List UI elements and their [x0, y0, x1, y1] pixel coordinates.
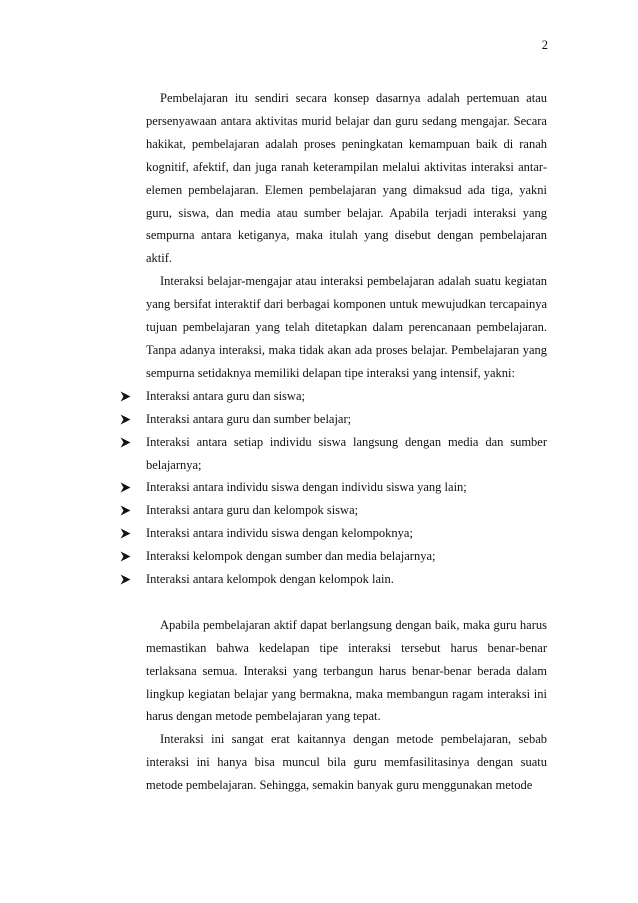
arrowhead-bullet-icon [118, 385, 132, 408]
paragraph-interaksi: Interaksi belajar-mengajar atau interaksi pembelajaran adalah suatu kegiatan yang bersifat interaktif dari berbagai komponen untuk mewujudkan tercapainya tujuan pembelajaran yang telah ditetapkan dalam perencanaan pembelajaran. Tanpa adanya interaksi, maka tidak akan ada proses belajar. Pembelajaran yang sempurna setidaknya memiliki delapan tipe interaksi yang intensif, yakni: [146, 274, 547, 380]
arrowhead-bullet-icon [118, 408, 132, 431]
paragraph-apabila: Apabila pembelajaran aktif dapat berlangsung dengan baik, maka guru harus memastikan bahwa kedelapan tipe interaksi tersebut harus benar-benar terlaksana semua. Interaksi yang terbangun harus benar-benar berada dalam lingkup kegiatan belajar yang bermakna, maka membangun ragam interaksi ini harus dengan metode pembelajaran yang tepat. [146, 617, 547, 724]
list-item [146, 568, 547, 591]
list-item-text: Interaksi kelompok dengan sumber dan media belajarnya; [146, 549, 436, 564]
list-item [146, 545, 547, 568]
list-item [146, 408, 547, 431]
paragraph-metode: Interaksi ini sangat erat kaitannya dengan metode pembelajaran, sebab interaksi ini hanya bisa muncul bila guru memfasilitasinya dengan suatu metode pembelajaran. Sehingga, semakin banyak guru menggunakan metode [146, 732, 547, 793]
list-item [146, 522, 547, 545]
list-item-text: Interaksi antara individu siswa dengan individu siswa yang lain; [146, 480, 467, 495]
list-item-text: Interaksi antara individu siswa dengan kelompoknya; [146, 526, 413, 541]
list-item-text: Interaksi antara guru dan siswa; [146, 388, 305, 403]
arrowhead-bullet-icon [118, 545, 132, 568]
list-item [146, 499, 547, 522]
body-text [146, 87, 547, 797]
list-item [146, 385, 547, 408]
arrowhead-bullet-icon [118, 431, 132, 454]
arrowhead-bullet-icon [118, 499, 132, 522]
page-number: 2 [541, 38, 548, 52]
list-item-text: Interaksi antara guru dan sumber belajar; [146, 411, 352, 426]
arrowhead-bullet-icon [118, 568, 132, 591]
list-item-text: Interaksi antara kelompok dengan kelompok lain. [146, 572, 394, 587]
list-item-text: Interaksi antara guru dan kelompok siswa; [146, 503, 359, 518]
arrowhead-bullet-icon [118, 522, 132, 545]
list-item [146, 431, 547, 477]
interaction-type-list [146, 385, 547, 591]
list-item [146, 476, 547, 499]
list-item-text: Interaksi antara setiap individu siswa langsung dengan media dan sumber belajarnya; [146, 434, 547, 472]
paragraph-intro: Pembelajaran itu sendiri secara konsep dasarnya adalah pertemuan atau persenyawaan antara aktivitas murid belajar dan guru sedang mengajar. Secara hakikat, pembelajaran adalah proses peningkatan kemampuan baik di ranah kognitif, afektif, dan juga ranah keterampilan melalui aktivitas interaksi antar-elemen pembelajaran. Elemen pembelajaran yang dimaksud ada tiga, yakni guru, siswa, dan media atau sumber belajar. Apabila terjadi interaksi yang sempurna antara ketiganya, maka itulah yang disebut dengan pembelajaran aktif. [146, 91, 547, 266]
arrowhead-bullet-icon [118, 476, 132, 499]
